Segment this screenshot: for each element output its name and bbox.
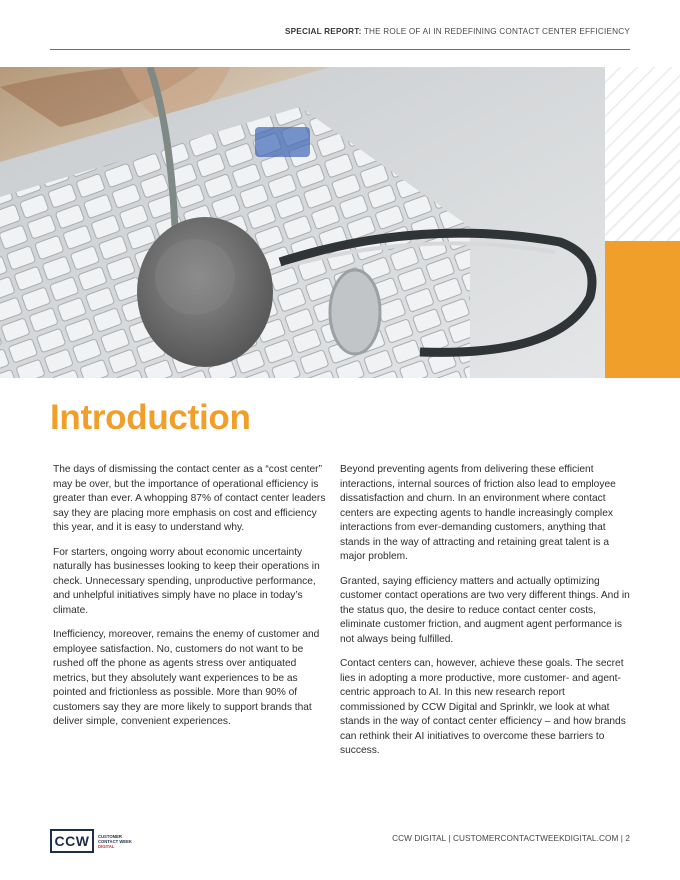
hero-image (0, 67, 605, 378)
header-label: SPECIAL REPORT: (284, 27, 362, 36)
paragraph: Inefficiency, moreover, remains the enemy of customer and employee satisfaction. No, customers do not want to be rushed off the phone as agents stress over antiquated metrics, but they absolutely want experiences to be as pointed and frictionless as possible. More than 90% of customers say they are more likely to support brands that deliver simple, convenient experiences. (53, 629, 320, 727)
paragraph: Granted, saying efficiency matters and actually optimizing customer contact operations are two very different things. And in the status quo, the desire to reduce contact center costs, eliminate customer friction, and augment agent performance is not always being fulfilled. (340, 575, 630, 645)
headset-laptop-icon (0, 67, 605, 378)
page-title: Introduction (50, 398, 251, 437)
running-header (285, 27, 630, 36)
paragraph: Beyond preventing agents from delivering these efficient interactions, internal sources of friction also lead to employee dissatisfaction and churn. In an environment where contact centers are expecting agents to handle increasingly complex interactions from ever-demanding customers, anything that stands in the way of attracting and retaining great talent is a major problem. (340, 464, 616, 562)
accent-block (605, 241, 680, 378)
logo-mark: CCW (50, 829, 94, 853)
logo-line: CUSTOMER (98, 833, 122, 839)
decorative-stripes (605, 67, 680, 241)
body-column-left (53, 463, 333, 740)
header-title: THE ROLE OF AI IN REDEFINING CONTACT CENTER EFFICIENCY (363, 27, 630, 36)
logo-line: CONTACT WEEK (98, 838, 132, 844)
header-divider (50, 49, 630, 50)
paragraph: Contact centers can, however, achieve these goals. The secret lies in adopting a more productive, more customer- and agent-centric approach to AI. In this new research report commissioned by CCW Digital and Sprinklr, we look at what stands in the way of contact center efficiency – and how brands can rethink their AI initiatives to overcome these barriers to success. (340, 658, 626, 756)
paragraph: The days of dismissing the contact center as a “cost center” may be over, but the importance of operational efficiency is greater than ever. A whopping 87% of contact center leaders say they are placing more emphasis on cost and efficiency this year, and it is easy to understand why. (53, 464, 326, 533)
page-footer: CCW DIGITAL | CUSTOMERCONTACTWEEKDIGITAL.COM | 2 (392, 834, 630, 843)
paragraph: For starters, ongoing worry about economic uncertainty naturally has businesses looking to keep their operations in check. Unnecessary spending, unproductive performance, and unhelpful initiatives simply have no place in today’s climate. (53, 546, 320, 616)
ccw-logo (50, 829, 132, 853)
body-column-right (340, 463, 632, 769)
logo-line: DIGITAL (98, 843, 115, 849)
logo-wordmark (98, 834, 132, 849)
